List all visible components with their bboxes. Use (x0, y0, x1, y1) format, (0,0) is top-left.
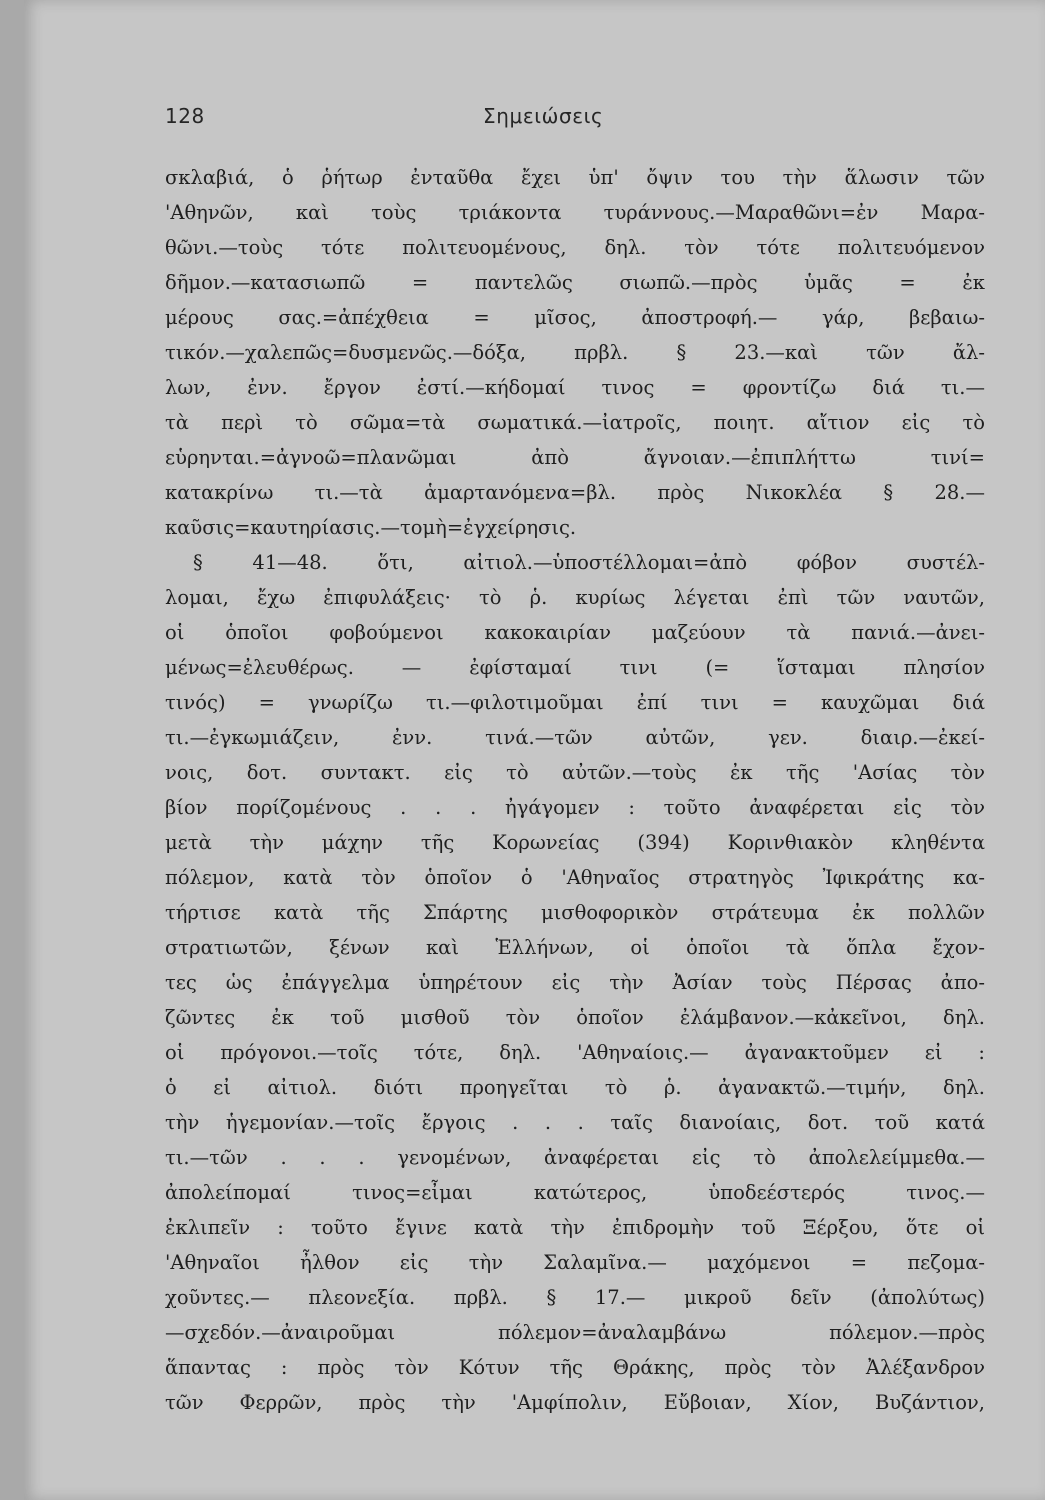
scan-left-edge (0, 0, 24, 1500)
text-line: χοῦντες.— πλεονεξία. πρβλ. § 17.— μικροῦ δεῖν (ἀπολύτως) (165, 1286, 985, 1309)
text-line: ἀπολείπομαί τινος=εἶμαι κατώτερος, ὑποδεέστερός τινος.— (165, 1181, 985, 1204)
text-line: εὑρηνται.=ἀγνοῶ=πλανῶμαι ἀπὸ ἄγνοιαν.—ἐπιπλήττω τινί= (165, 446, 985, 469)
text-line: κατακρίνω τι.—τὰ ἁμαρτανόμενα=βλ. πρὸς Νικοκλέα § 28.— (165, 481, 985, 504)
text-line: τι.—τῶν . . . γενομένων, ἀναφέρεται εἰς τὸ ἀπολελείμμεθα.— (165, 1146, 985, 1169)
text-line: ἅπαντας : πρὸς τὸν Κότυν τῆς Θράκης, πρὸς τὸν Ἀλέξανδρον (165, 1356, 985, 1379)
text-line: ὁ εἰ αἰτιολ. διότι προηγεῖται τὸ ῥ. ἀγανακτῶ.—τιμήν, δηλ. (165, 1076, 985, 1099)
notes-text (165, 160, 985, 1420)
text-line: τι.—ἐγκωμιάζειν, ἐνν. τινά.—τῶν αὐτῶν, γεν. διαιρ.—ἐκεί- (165, 726, 985, 749)
text-line: τες ὡς ἐπάγγελμα ὑπηρέτουν εἰς τὴν Ἀσίαν τοὺς Πέρσας ἀπο- (165, 971, 985, 994)
text-line: νοις, δοτ. συντακτ. εἰς τὸ αὐτῶν.—τοὺς ἐκ τῆς 'Ασίας τὸν (165, 761, 985, 784)
text-line: σκλαβιά, ὁ ῥήτωρ ἐνταῦθα ἔχει ὑπ' ὄψιν του τὴν ἅλωσιν τῶν (165, 166, 985, 189)
page-header (165, 104, 985, 134)
text-line: πόλεμον, κατὰ τὸν ὁποῖον ὁ 'Αθηναῖος στρατηγὸς Ἰφικράτης κα- (165, 866, 985, 889)
text-line: λων, ἐνν. ἔργον ἐστί.—κήδομαί τινος = φροντίζω διά τι.— (165, 376, 985, 399)
text-line: 'Αθηνῶν, καὶ τοὺς τριάκοντα τυράννους.—Μαραθῶνι=ἐν Μαρα- (165, 201, 985, 224)
text-line: ἐκλιπεῖν : τοῦτο ἔγινε κατὰ τὴν ἐπιδρομὴν τοῦ Ξέρξου, ὅτε οἱ (165, 1216, 985, 1239)
running-title: Σημειώσεις (483, 104, 604, 128)
text-line: καῦσις=καυτηρίασις.—τομὴ=ἐγχείρησις. (165, 516, 577, 539)
text-line: λομαι, ἔχω ἐπιφυλάξεις· τὸ ῥ. κυρίως λέγεται ἐπὶ τῶν ναυτῶν, (165, 586, 985, 609)
text-line: βίον πορίζομένους . . . ἠγάγομεν : τοῦτο ἀναφέρεται εἰς τὸν (165, 796, 985, 819)
text-line: τήρτισε κατὰ τῆς Σπάρτης μισθοφορικὸν στράτευμα ἐκ πολλῶν (165, 901, 985, 924)
text-line: δῆμον.—κατασιωπῶ = παντελῶς σιωπῶ.—πρὸς ὑμᾶς = ἐκ (165, 271, 985, 294)
text-line: μένως=ἐλευθέρως. — ἐφίσταμαί τινι (= ἵσταμαι πλησίον (165, 656, 985, 679)
text-line: ζῶντες ἐκ τοῦ μισθοῦ τὸν ὁποῖον ἐλάμβανον.—κἀκεῖνοι, δηλ. (165, 1006, 985, 1029)
text-line: τικόν.—χαλεπῶς=δυσμενῶς.—δόξα, πρβλ. § 23.—καὶ τῶν ἄλ- (165, 341, 985, 364)
page-number: 128 (165, 104, 205, 128)
text-line: —σχεδόν.—ἀναιροῦμαι πόλεμον=ἀναλαμβάνω πόλεμον.—πρὸς (165, 1321, 985, 1344)
text-line: μετὰ τὴν μάχην τῆς Κορωνείας (394) Κορινθιακὸν κληθέντα (165, 831, 985, 854)
text-line: τῶν Φερρῶν, πρὸς τὴν 'Αμφίπολιν, Εὔβοιαν, Χίον, Βυζάντιον, (165, 1391, 985, 1414)
text-line: μέρους σας.=ἀπέχθεια = μῖσος, ἀποστροφή.— γάρ, βεβαιω- (165, 306, 985, 329)
text-line: § 41—48. ὅτι, αἰτιολ.—ὑποστέλλομαι=ἀπὸ φόβον συστέλ- (193, 551, 985, 574)
text-line: στρατιωτῶν, ξένων καὶ Ἑλλήνων, οἱ ὁποῖοι τὰ ὅπλα ἔχον- (165, 936, 985, 959)
text-line: 'Αθηναῖοι ἦλθον εἰς τὴν Σαλαμῖνα.— μαχόμενοι = πεζομα- (165, 1251, 985, 1274)
text-line: τινός) = γνωρίζω τι.—φιλοτιμοῦμαι ἐπί τινι = καυχῶμαι διά (165, 691, 985, 714)
text-line: οἱ πρόγονοι.—τοῖς τότε, δηλ. 'Αθηναίοις.— ἀγανακτοῦμεν εἰ : (165, 1041, 985, 1064)
text-line: τὴν ἡγεμονίαν.—τοῖς ἔργοις . . . ταῖς διανοίαις, δοτ. τοῦ κατά (165, 1111, 985, 1134)
text-line: οἱ ὁποῖοι φοβούμενοι κακοκαιρίαν μαζεύουν τὰ πανιά.—ἀνει- (165, 621, 985, 644)
text-line: τὰ περὶ τὸ σῶμα=τὰ σωματικά.—ἰατροῖς, ποιητ. αἴτιον εἰς τὸ (165, 411, 985, 434)
text-line: θῶνι.—τοὺς τότε πολιτευομένους, δηλ. τὸν τότε πολιτευόμενον (165, 236, 985, 259)
